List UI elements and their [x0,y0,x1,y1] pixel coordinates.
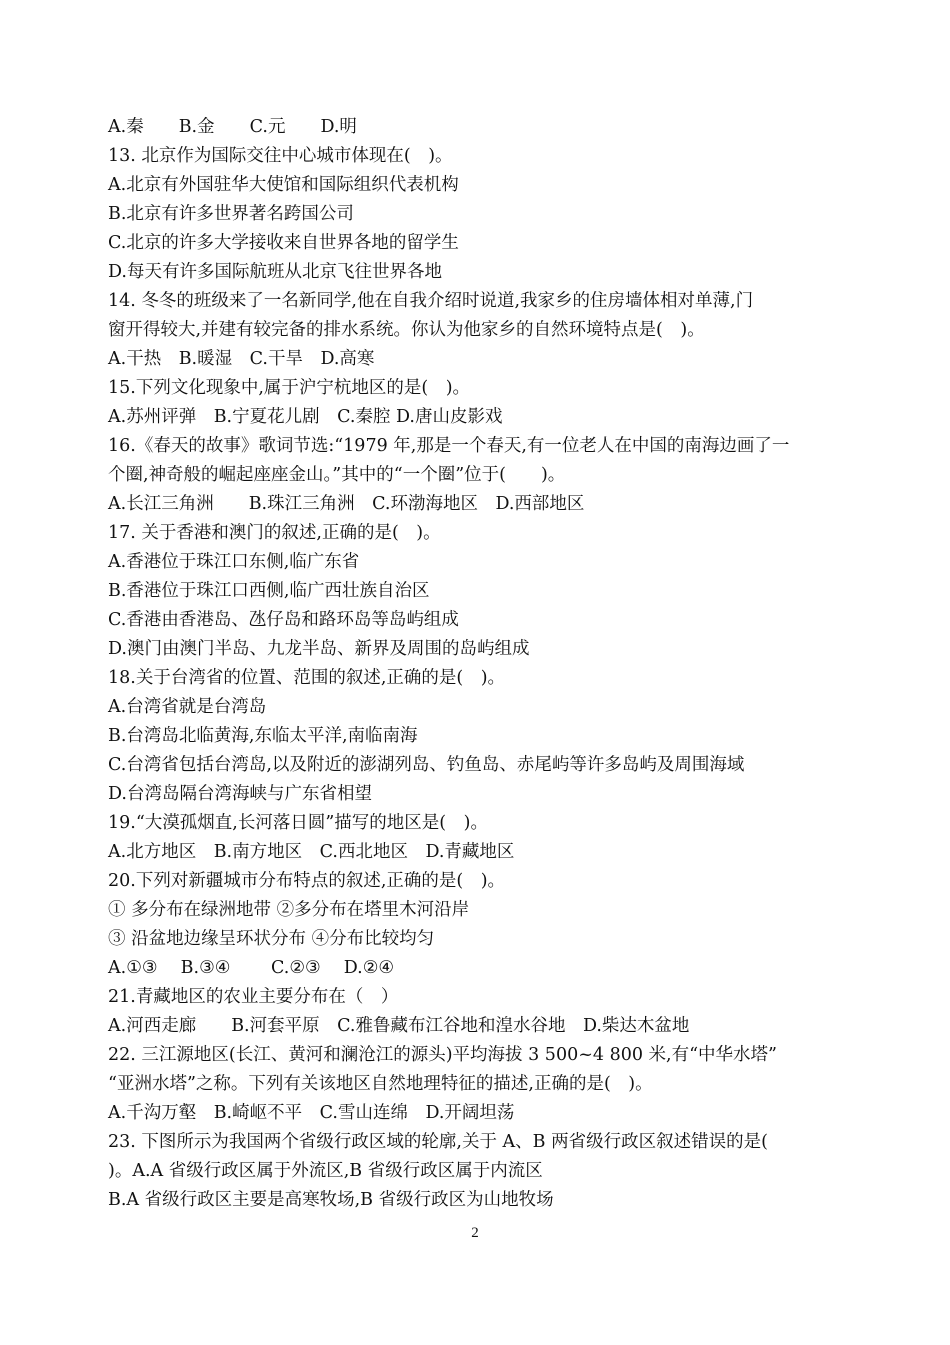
text-line: “亚洲水塔”之称。下列有关该地区自然地理特征的描述,正确的是( )。 [108,1074,653,1094]
text-line: 23. 下图所示为我国两个省级行政区域的轮廓,关于 A、B 两省级行政区叙述错误的是( [108,1132,768,1152]
text-line: B.台湾岛北临黄海,东临太平洋,南临南海 [108,726,418,746]
text-line: 14. 冬冬的班级来了一名新同学,他在自我介绍时说道,我家乡的住房墙体相对单薄,门 [108,291,754,311]
text-line: A.①③ B.③④ C.②③ D.②④ [108,958,395,978]
text-line: A.千沟万壑 B.崎岖不平 C.雪山连绵 D.开阔坦荡 [108,1103,515,1123]
question-text-block [108,113,843,1215]
text-line: 窗开得较大,并建有较完备的排水系统。你认为他家乡的自然环境特点是( )。 [108,320,705,340]
text-line: A.台湾省就是台湾岛 [108,697,267,717]
text-line: 21.青藏地区的农业主要分布在（ ） [108,987,399,1007]
text-line: D.澳门由澳门半岛、九龙半岛、新界及周围的岛屿组成 [108,639,530,659]
text-line: A.长江三角洲 B.珠江三角洲 C.环渤海地区 D.西部地区 [108,494,585,514]
text-line: 16.《春天的故事》歌词节选:“1979 年,那是一个春天,有一位老人在中国的南海边画了一 [108,436,790,456]
text-line: A.干热 B.暖湿 C.干旱 D.高寒 [108,349,375,369]
text-line: )。A.A 省级行政区属于外流区,B 省级行政区属于内流区 [108,1161,543,1181]
text-line: C.台湾省包括台湾岛,以及附近的澎湖列岛、钓鱼岛、赤尾屿等许多岛屿及周围海域 [108,755,745,775]
text-line: B.香港位于珠江口西侧,临广西壮族自治区 [108,581,430,601]
text-line: A.北方地区 B.南方地区 C.西北地区 D.青藏地区 [108,842,515,862]
text-line: B.A 省级行政区主要是高寒牧场,B 省级行政区为山地牧场 [108,1190,554,1210]
text-line: ① 多分布在绿洲地带 ②多分布在塔里木河沿岸 [108,900,470,920]
text-line: 22. 三江源地区(长江、黄河和澜沧江的源头)平均海拔 3 500~4 800 米,有“中华水塔” [108,1045,777,1065]
text-line: C.香港由香港岛、氹仔岛和路环岛等岛屿组成 [108,610,459,630]
text-line: 个圈,神奇般的崛起座座金山。”其中的“一个圈”位于( )。 [108,465,566,485]
text-line: 15.下列文化现象中,属于沪宁杭地区的是( )。 [108,378,471,398]
text-line: 18.关于台湾省的位置、范围的叙述,正确的是( )。 [108,668,506,688]
text-line: 20.下列对新疆城市分布特点的叙述,正确的是( )。 [108,871,506,891]
text-line: 13. 北京作为国际交往中心城市体现在( )。 [108,146,453,166]
text-line: 19.“大漠孤烟直,长河落日圆”描写的地区是( )。 [108,813,488,833]
text-line: A.秦 B.金 C.元 D.明 [108,117,357,137]
text-line: C.北京的许多大学接收来自世界各地的留学生 [108,233,459,253]
text-line: 17. 关于香港和澳门的叙述,正确的是( )。 [108,523,441,543]
text-line: ③ 沿盆地边缘呈环状分布 ④分布比较均匀 [108,929,435,949]
text-line: B.北京有许多世界著名跨国公司 [108,204,354,224]
page-number: 2 [471,1225,479,1241]
text-line: A.苏州评弹 B.宁夏花儿剧 C.秦腔 D.唐山皮影戏 [108,407,503,427]
text-line: A.河西走廊 B.河套平原 C.雅鲁藏布江谷地和湟水谷地 D.柴达木盆地 [108,1016,690,1036]
text-line: D.台湾岛隔台湾海峡与广东省相望 [108,784,372,804]
text-line: A.北京有外国驻华大使馆和国际组织代表机构 [108,175,459,195]
text-line: D.每天有许多国际航班从北京飞往世界各地 [108,262,442,282]
text-line: A.香港位于珠江口东侧,临广东省 [108,552,360,572]
